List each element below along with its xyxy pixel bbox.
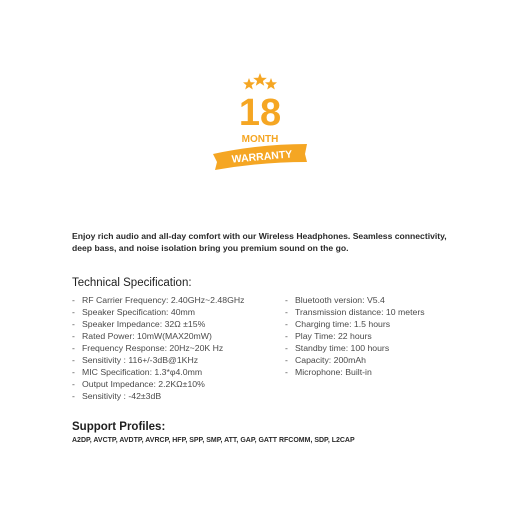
- spec-item: - Speaker Specification: 40mm: [72, 307, 195, 317]
- spec-item: - Frequency Response: 20Hz~20K Hz: [72, 343, 224, 353]
- spec-item: - Microphone: Built-in: [285, 367, 372, 377]
- spec-item: - Transmission distance: 10 meters: [285, 307, 425, 317]
- spec-item: - Rated Power: 10mW(MAX20mW): [72, 331, 212, 341]
- spec-list-right: [285, 294, 425, 378]
- spec-item: - Play Time: 22 hours: [285, 331, 372, 341]
- product-description: Enjoy rich audio and all-day comfort with our Wireless Headphones. Seamless connectivity, deep bass, and noise isolation bring you premium sound on the go.: [72, 231, 447, 253]
- spec-item: - Capacity: 200mAh: [285, 355, 366, 365]
- spec-item: - MIC Specification: 1.3*φ4.0mm: [72, 367, 203, 377]
- warranty-badge: [205, 70, 315, 180]
- spec-item: - Speaker Impedance: 32Ω ±15%: [72, 319, 206, 329]
- warranty-unit: MONTH: [241, 134, 279, 145]
- spec-item: - Charging time: 1.5 hours: [285, 319, 391, 329]
- spec-item: - Output Impedance: 2.2KΩ±10%: [72, 379, 205, 389]
- spec-list-left: [72, 294, 244, 402]
- spec-item: - Sensitivity : 116+/-3dB@1KHz: [72, 355, 199, 365]
- spec-item: - Bluetooth version: V5.4: [285, 295, 385, 305]
- warranty-number: 18: [238, 92, 282, 134]
- spec-item: - Sensitivity : -42±3dB: [72, 391, 162, 401]
- spec-item: - Standby time: 100 hours: [285, 343, 390, 353]
- spec-item: - RF Carrier Frequency: 2.40GHz~2.48GHz: [72, 295, 245, 305]
- spec-heading: Technical Specification:: [72, 277, 192, 289]
- warranty-ribbon-text: WARRANTY: [231, 148, 293, 166]
- support-heading: Support Profiles:: [72, 421, 166, 433]
- support-profiles: A2DP, AVCTP, AVDTP, AVRCP, HFP, SPP, SMP, ATT, GAP, GATT RFCOMM, SDP, L2CAP: [72, 437, 355, 444]
- star-icon: [243, 73, 277, 90]
